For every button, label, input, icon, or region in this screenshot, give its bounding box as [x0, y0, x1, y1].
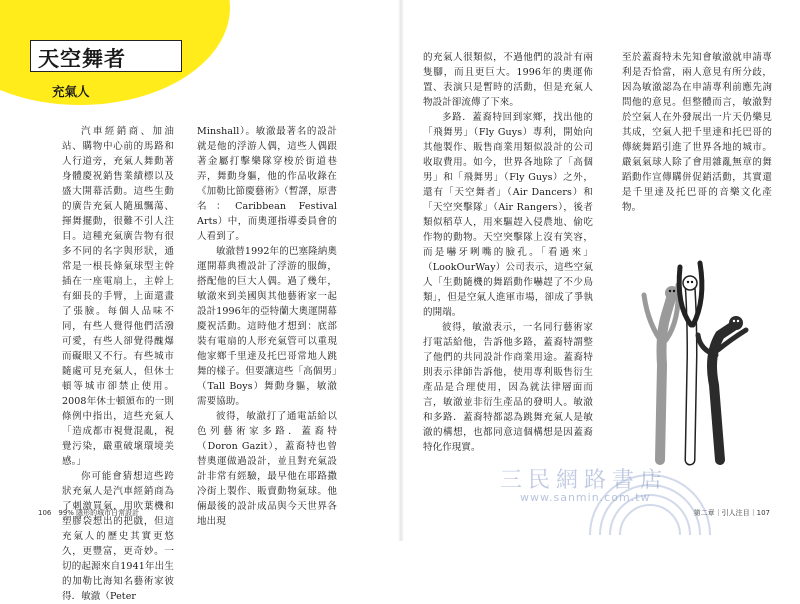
tube-man-white — [679, 263, 702, 460]
text-column-3 — [423, 50, 593, 496]
paragraph: 至於蓋裔特未先知會敏澈就申請專利是否恰當，兩人意見有所分歧，因為敏澈認為在申請專利前應先詢問他的意見。但整體而言，敏澈對於空氣人在外發展出一片天仍樂見其成，空氣人把千里達和托巴哥的傳統舞蹈引進了世界各地的城市。嚴氣氣球人除了會用雜亂無章的舞蹈動作宣傳購併促銷活動，其實還是千里達及托巴哥的音樂文化產物。 — [622, 52, 772, 213]
footer-left: 106 99% 隱形的城市日常設計 — [38, 509, 140, 517]
paragraph: 彼得，敏澈表示，一名同行藝術家打電話給他，告訴他多路，蓋裔特謂整了他們的共同設計作商業用途。蓋裔特則表示律師告訴他，使用專利販售衍生產品是合理使用，因為就法律層面而言，敏澈並非衍生產品的發明人。敏澈和多路．蓋裔特都認為跳舞充氣人是敏澈的構想，也都同意這個構想是因蓋裔特化作現實。 — [423, 322, 593, 453]
tube-man-gray — [644, 285, 679, 460]
footer-right: 第二章｜引人注目｜107 — [693, 509, 770, 517]
watermark-url: www.sanmin.com.tw — [520, 491, 651, 504]
page-gutter — [398, 0, 404, 541]
tube-man-dark — [698, 316, 746, 460]
paragraph: 多路．蓋裔特回到家鄉，找出他的「飛舞男」（Fly Guys）專利，開始向其他製作、販售商業用類似設計的公司收取費用。如今，世界各地除了「高個男」和「飛舞男」（Fly Guys）之外，還有「天空舞者」（Air Dancers）和「天空突擊隊」（Air Rangers），後者類似稻草人，用來驅趕入侵農地、偷吃作物的動物。天空突擊隊上沒有笑容，而是嚇牙咧嘴的臉孔。「看過來」（LookOurWay）公司表示，這些空氣人「生動隨機的舞蹈動作嚇趕了不少鳥類」，但是空氣人進軍市場，卻成了爭執的開端。 — [423, 112, 593, 318]
watermark-text: 三民網路書店 — [500, 468, 669, 493]
paragraph: 敏澈替1992年的巴塞隆納奧運開幕典禮設計了浮游的服飾，搭配他的巨大人偶。過了幾年，敏澈來到美國與其他藝術家一起設計1996年的亞特蘭大奧運開幕慶祝活動。這時他才想到：底部裝有電扇的人形充氣管可以重現他家鄉千里達及托巴哥常地人跳舞的樣子。但要讓這些「高個男」（Tall Boys）舞動身軀，敏澈需要協助。 — [197, 246, 337, 407]
paragraph: 彼得，敏澈打了通電話給以色列藝術家多路．蓋裔特（Doron Gazit），蓋裔特也曾替奧運做過設計，並且對充氣設計非常有經驗，最早他在耶路撒冷街上製作、販賣動物氣球。他倆最後的設計成品與今天世界各地出現 — [197, 411, 337, 527]
paragraph: 你可能會猜想這些跨狀充氣人是汽車經銷商為了刺激買氣，用吹葉機和塑膠袋想出的把戲，但這充氣人的歷史其實更悠久，更豐富，更奇妙。一切的起源來自1941年出生的加勒比海知名藝術家彼得．敏澈（Peter — [62, 471, 174, 602]
paragraph: Minshall）。敏澈最著名的設計就是他的浮游人偶，這些人偶跟著金屬打擊樂隊穿梭於街道巷弄，舞動身軀，他的作品收錄在《加勒比節慶藝術》（暫譯，原書名：Caribbean Festival Arts）中，而奧運指導委員會的人看到了。 — [197, 126, 337, 242]
chapter-title: 天空舞者 — [38, 46, 126, 71]
text-column-2 — [197, 124, 337, 527]
inflatable-tube-men-illustration — [640, 255, 750, 465]
chapter-subtitle: 充氣人 — [52, 84, 90, 99]
text-column-4 — [622, 50, 772, 213]
paragraph: 的充氣人很類似，不過他們的設計有兩隻腳，而且更巨大。1996年的奧運佈置、表演只是暫時的活動，但是充氣人物設計卻流傳了下來。 — [423, 52, 593, 108]
paragraph: 汽車經銷商、加油站、購物中心前的馬路和人行道旁，充氣人舞動著身體慶祝銷售業績標以及盛大開幕活動。這些生動的廣告充氣人隨風飄蕩、揮舞擺動，很難不引人注目。這種充氣廣告物有很多不同的名字與形狀，通常是一根長條氣球型主幹插在一座電扇上，主幹上有細長的手臂，上面還畫了張臉。每個人品味不同，有些人覺得他們活潑可愛，有些人卻覺得醜爆而礙眼又不行。有些城市隨處可見充氣人，但休士頓等城市卻禁止使用。2008年休士頓頒布的一則條例中指出，這些充氣人「造成都市視覺混亂，視覺污染，嚴重破壞環境美感。」 — [62, 126, 174, 467]
